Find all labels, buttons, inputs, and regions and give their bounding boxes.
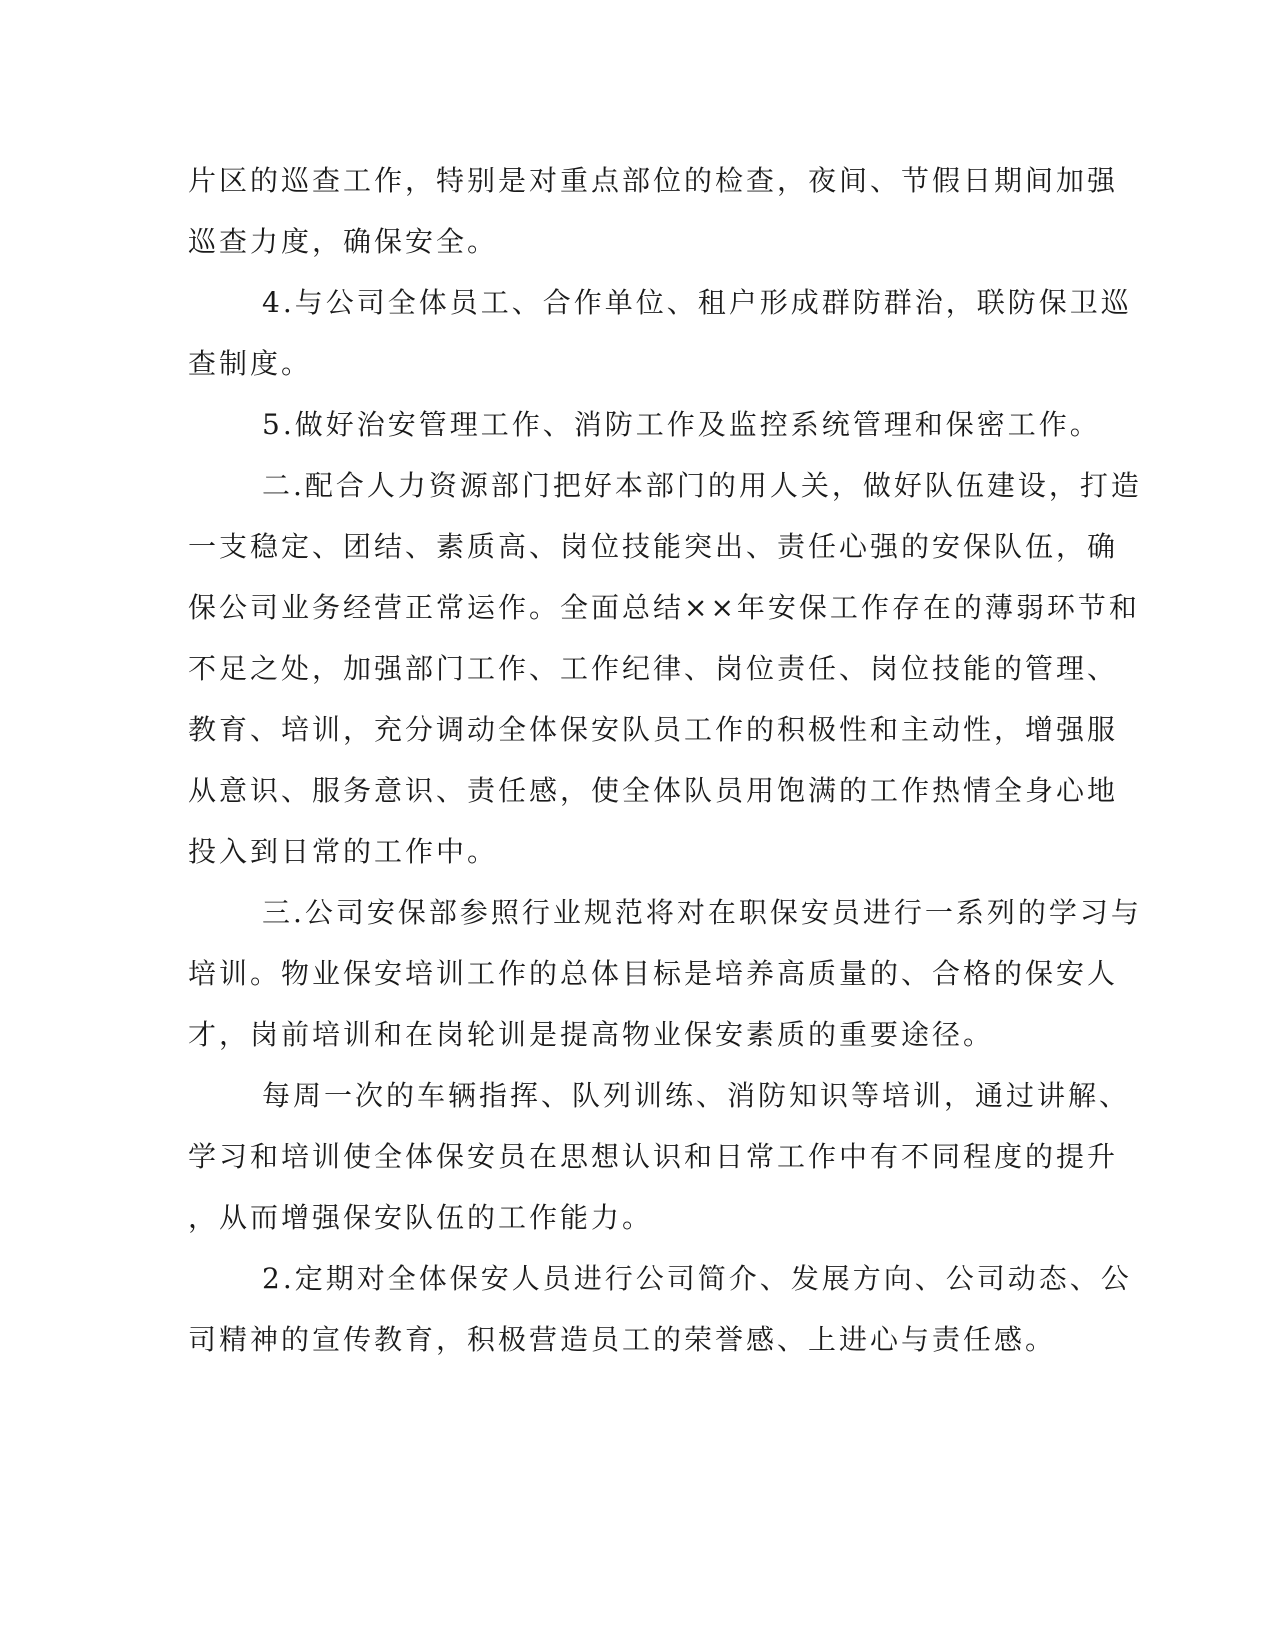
text-line: 一支稳定、团结、素质高、岗位技能突出、责任心强的安保队伍，确 (188, 530, 1119, 563)
text-line: 5.做好治安管理工作、消防工作及监控系统管理和保密工作。 (262, 408, 1101, 441)
text-line: 投入到日常的工作中。 (188, 835, 499, 868)
text-line: 4.与公司全体员工、合作单位、租户形成群防群治，联防保卫巡 (262, 286, 1132, 319)
text-line: 不足之处，加强部门工作、工作纪律、岗位责任、岗位技能的管理、 (188, 652, 1119, 685)
text-line: 三.公司安保部参照行业规范将对在职保安员进行一系列的学习与 (262, 896, 1142, 929)
text-line: 教育、培训，充分调动全体保安队员工作的积极性和主动性，增强服 (188, 713, 1119, 746)
text-line: 2.定期对全体保安人员进行公司简介、发展方向、公司动态、公 (262, 1262, 1132, 1295)
text-line: 查制度。 (188, 347, 313, 380)
text-line: 从意识、服务意识、责任感，使全体队员用饱满的工作热情全身心地 (188, 774, 1119, 807)
document-body (188, 150, 1142, 1370)
text-line: 司精神的宣传教育，积极营造员工的荣誉感、上进心与责任感。 (188, 1323, 1057, 1356)
text-line: 学习和培训使全体保安员在思想认识和日常工作中有不同程度的提升 (188, 1140, 1119, 1173)
text-line: 才，岗前培训和在岗轮训是提高物业保安素质的重要途径。 (188, 1018, 995, 1051)
text-line: 每周一次的车辆指挥、队列训练、消防知识等培训，通过讲解、 (262, 1079, 1131, 1112)
text-line: 巡查力度，确保安全。 (188, 225, 499, 258)
text-line: ，从而增强保安队伍的工作能力。 (188, 1201, 654, 1234)
text-line: 片区的巡查工作，特别是对重点部位的检查，夜间、节假日期间加强 (188, 164, 1119, 197)
text-line: 培训。物业保安培训工作的总体目标是培养高质量的、合格的保安人 (188, 957, 1119, 990)
text-line: 二.配合人力资源部门把好本部门的用人关，做好队伍建设，打造 (262, 469, 1142, 502)
text-line: 保公司业务经营正常运作。全面总结××年安保工作存在的薄弱环节和 (188, 591, 1140, 624)
